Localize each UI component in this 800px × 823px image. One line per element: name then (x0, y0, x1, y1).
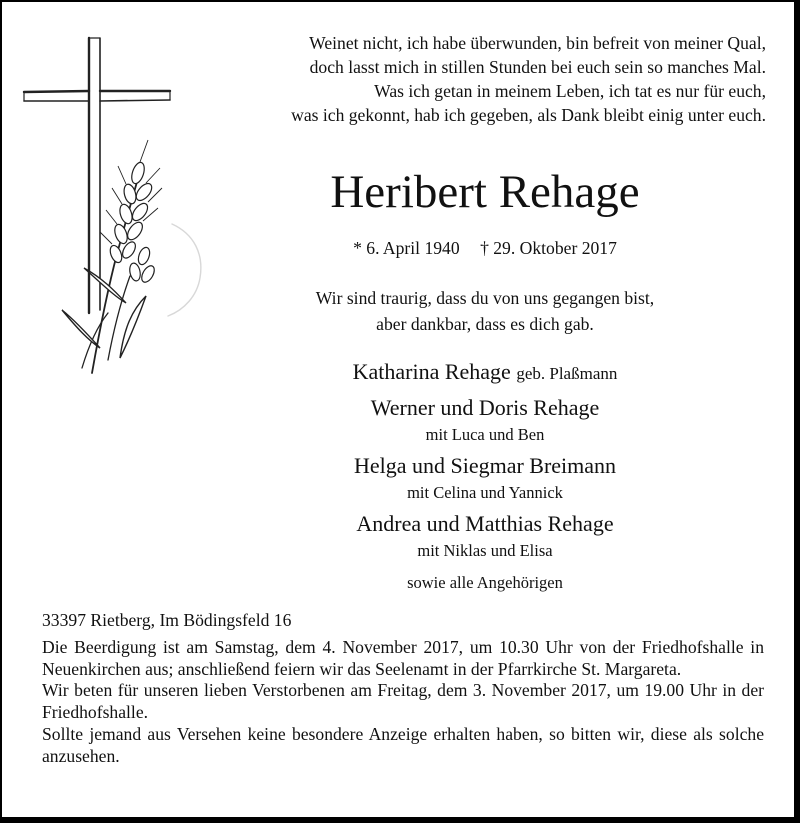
mourner-children: mit Luca und Ben (425, 425, 545, 444)
poem-line: Weinet nicht, ich habe überwunden, bin befreit von meiner Qual, (309, 33, 766, 53)
mourner-maiden-name: geb. Plaßmann (516, 364, 618, 383)
mourner-name: Andrea und Matthias Rehage (356, 511, 614, 536)
notice-paragraph: Sollte jemand aus Versehen keine besondere Anzeige erhalten haben, so bitten wir, diese als solche anzusehen. (42, 723, 764, 766)
deceased-name: Heribert Rehage (330, 166, 640, 218)
notice-paragraph: Die Beerdigung ist am Samstag, dem 4. November 2017, um 10.30 Uhr von der Friedhofshalle in Neuenkirchen aus; anschließend feiern wir das Seelenamt in der Pfarrkirche St. Margareta. (42, 637, 764, 679)
birth-date: * 6. April 1940 (353, 238, 460, 258)
mourner-entry (230, 357, 740, 389)
life-dates (230, 236, 740, 260)
motto-line: aber dankbar, dass es dich gab. (376, 314, 594, 334)
mourner-name: Werner und Doris Rehage (370, 395, 600, 420)
notice-paragraph: Wir beten für unseren lieben Verstorbenen am Freitag, dem 3. November 2017, um 19.00 Uhr in der Friedhofshalle. (42, 680, 764, 723)
mourner-name: Helga und Siegmar Breimann (353, 453, 617, 478)
family-address: 33397 Rietberg, Im Bödingsfeld 16 (42, 610, 292, 630)
motto-line: Wir sind traurig, dass du von uns gegangen bist, (315, 288, 655, 308)
memorial-motto (230, 285, 740, 337)
mourner-name: Katharina Rehage (352, 359, 511, 384)
mourner-children: mit Niklas und Elisa (417, 541, 553, 560)
funeral-notice (42, 637, 764, 767)
memorial-poem (291, 31, 766, 127)
mourner-children: mit Celina und Yannick (407, 483, 563, 502)
cross-with-wheat-icon (22, 28, 212, 378)
poem-line: was ich gekonnt, hab ich gegeben, als Dank bleibt einig unter euch. (291, 105, 766, 125)
other-relatives: sowie alle Angehörigen (407, 573, 563, 592)
death-date: † 29. Oktober 2017 (480, 238, 617, 258)
mourners-list (230, 357, 740, 595)
poem-line: doch lasst mich in stillen Stunden bei euch sein so manches Mal. (309, 57, 766, 77)
poem-line: Was ich getan in meinem Leben, ich tat es nur für euch, (374, 81, 766, 101)
